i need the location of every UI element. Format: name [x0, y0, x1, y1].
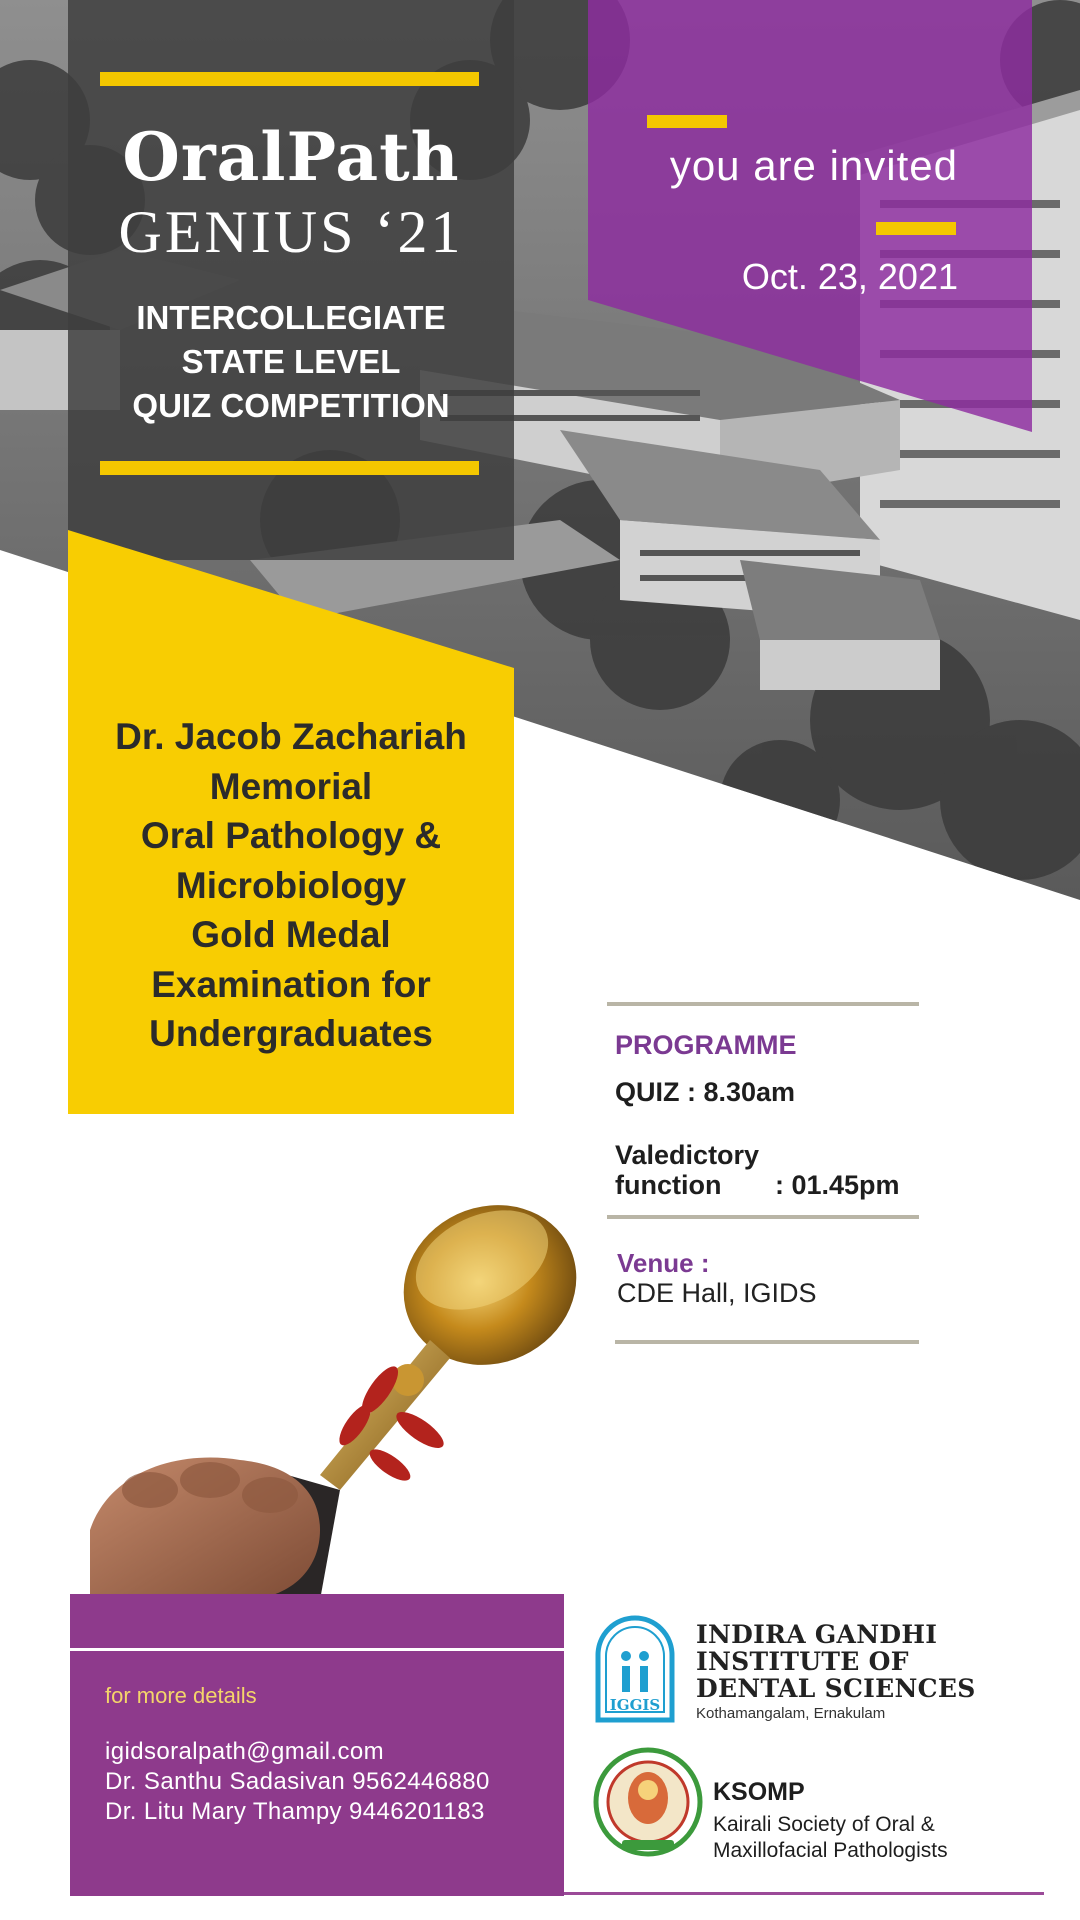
programme-divider-middle — [607, 1215, 919, 1219]
memorial-line: Dr. Jacob Zachariah — [115, 716, 467, 757]
ksomp-acronym: KSOMP — [713, 1778, 805, 1806]
description-line: QUIZ COMPETITION — [132, 387, 450, 424]
memorial-line: Memorial — [209, 765, 373, 807]
title-accent-bar-top — [100, 72, 479, 86]
memorial-title — [68, 712, 514, 1059]
contact-email[interactable]: igidsoralpath@gmail.com — [105, 1738, 385, 1765]
programme-divider-bottom — [615, 1340, 919, 1344]
svg-text:IGGIS: IGGIS — [609, 1696, 661, 1714]
trophy-icon — [90, 1190, 630, 1600]
event-title: OralPath — [122, 118, 460, 196]
footer-details-label: for more details — [105, 1683, 257, 1708]
iggis-name-line: DENTAL SCIENCES — [696, 1674, 976, 1703]
iggis-name-line: INDIRA GANDHI — [696, 1620, 938, 1649]
event-subtitle: GENIUS ‘21 — [118, 199, 464, 265]
title-accent-bar-bottom — [100, 461, 479, 475]
description-line: INTERCOLLEGIATE — [136, 299, 446, 336]
memorial-line: Gold Medal — [191, 914, 391, 955]
iggis-location: Kothamangalam, Ernakulam — [696, 1705, 886, 1722]
ksomp-full-name-line-2: Maxillofacial Pathologists — [713, 1839, 948, 1862]
invite-text: you are invited — [669, 142, 958, 189]
footer-bottom-divider — [564, 1892, 1044, 1895]
memorial-line: Undergraduates — [149, 1013, 433, 1054]
footer-divider — [70, 1648, 564, 1651]
event-date: Oct. 23, 2021 — [741, 256, 958, 297]
programme-quiz-time: QUIZ : 8.30am — [615, 1077, 796, 1107]
ksomp-full-name-line-1: Kairali Society of Oral & — [713, 1813, 935, 1836]
programme-valedictory-time: : 01.45pm — [775, 1170, 900, 1200]
programme-heading: PROGRAMME — [615, 1030, 797, 1060]
ksomp-logo-icon — [592, 1746, 704, 1858]
memorial-line: Examination for — [151, 963, 431, 1005]
event-description — [68, 296, 514, 428]
invite-accent-bar-bottom — [876, 222, 956, 235]
programme-valedictory-label: Valedictory — [615, 1140, 760, 1170]
iggis-name-line: INSTITUTE OF — [696, 1647, 909, 1676]
venue-label: Venue : — [617, 1248, 710, 1278]
contact-person-2: Dr. Litu Mary Thampy 9446201183 — [105, 1798, 485, 1825]
venue-value: CDE Hall, IGIDS — [617, 1278, 817, 1308]
memorial-line: Microbiology — [175, 864, 407, 906]
contact-person-1: Dr. Santhu Sadasivan 9562446880 — [105, 1768, 490, 1795]
programme-valedictory-label-2: function — [615, 1170, 722, 1200]
invite-accent-bar-top — [647, 115, 727, 128]
iggis-institution-name — [696, 1621, 976, 1702]
programme-divider-top — [607, 1002, 919, 1006]
description-line: STATE LEVEL — [181, 343, 401, 380]
iggis-logo-icon — [590, 1610, 680, 1726]
memorial-line: Oral Pathology & — [140, 815, 442, 856]
